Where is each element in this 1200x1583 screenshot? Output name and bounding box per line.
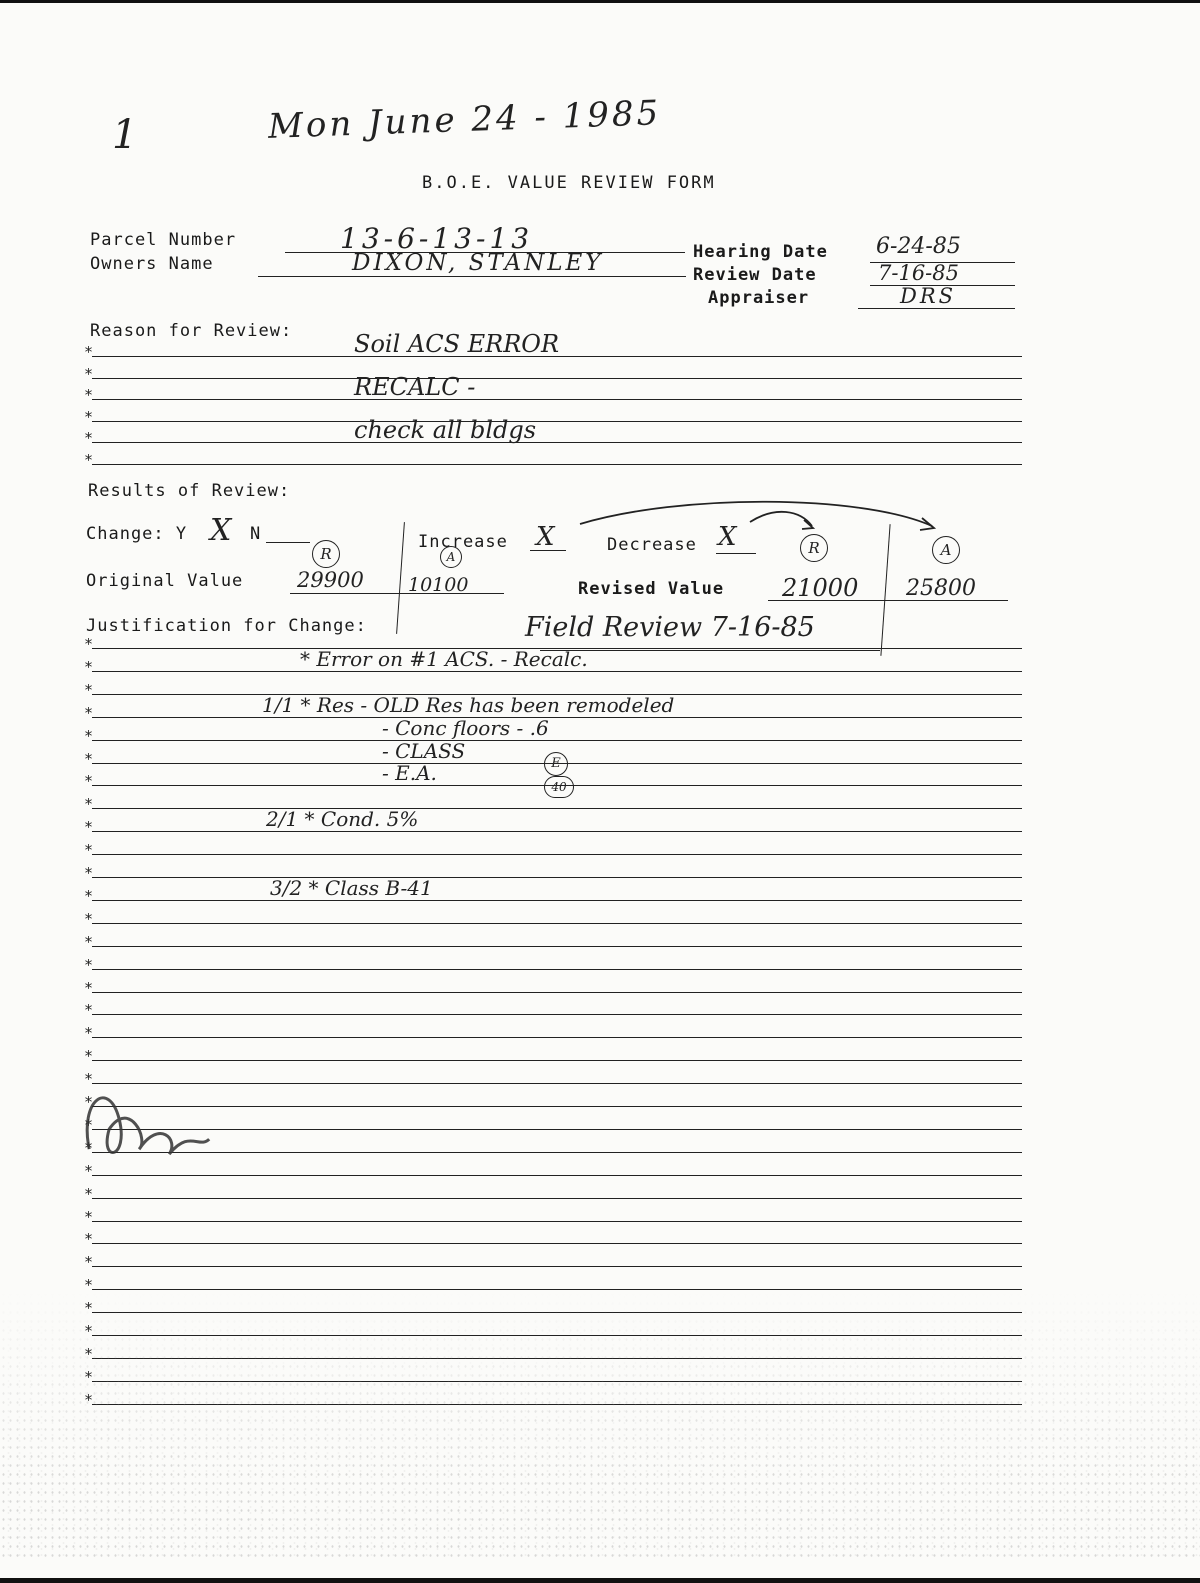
ea-circle: 40 <box>544 776 574 798</box>
change-n-line <box>266 542 310 543</box>
justification-rule <box>92 992 1022 993</box>
justification-line-text: - Conc floors - .6 <box>382 715 549 740</box>
justification-line-text: - E.A. <box>382 761 437 786</box>
circle-r-original: R <box>312 540 340 568</box>
justification-bullet: * <box>84 1115 94 1134</box>
justification-bullet: * <box>84 1390 94 1409</box>
justification-rule <box>92 1014 1022 1015</box>
original-value-r: 29900 <box>297 568 364 592</box>
reason-rule <box>92 378 1022 379</box>
reason-line-text: check all bldgs <box>354 416 537 444</box>
reason-for-review-label: Reason for Review: <box>90 321 293 341</box>
owners-name-line <box>258 276 686 277</box>
justification-bullet: * <box>84 726 94 745</box>
divider-left <box>396 522 405 634</box>
justification-bullet: * <box>84 795 94 814</box>
reason-bullet: * <box>84 386 94 404</box>
bottom-scan-edge <box>0 1578 1200 1583</box>
justification-bullet: * <box>84 1322 94 1340</box>
change-label: Change: Y <box>86 524 188 544</box>
justification-rule <box>92 900 1022 901</box>
reason-bullet: * <box>84 364 94 383</box>
justification-bullet: * <box>84 1253 94 1272</box>
increase-mark: X <box>536 522 555 552</box>
margin-mark: 1 <box>112 112 138 158</box>
parcel-number-value: 13-6-13-13 <box>340 222 534 255</box>
justification-bullet: * <box>84 886 94 905</box>
justification-rule <box>92 969 1022 970</box>
justification-line-text: - CLASS <box>382 738 466 763</box>
justification-bullet: * <box>84 1207 94 1226</box>
revised-value-r: 21000 <box>782 574 859 602</box>
reason-bullet: * <box>84 407 94 426</box>
justification-bullet: * <box>84 1344 94 1363</box>
field-review-note: Field Review 7-16-85 <box>525 612 815 643</box>
review-date-value: 7-16-85 <box>878 261 959 285</box>
justification-line-text: 2/1 * Cond. 5% <box>266 807 419 832</box>
justification-bullet: * <box>84 1047 94 1066</box>
justification-bullet: * <box>84 1184 94 1203</box>
original-value-line <box>290 593 504 594</box>
increase-label: Increase <box>418 532 508 552</box>
justification-rule <box>92 1060 1022 1061</box>
justification-rule <box>92 717 1022 718</box>
reason-rule <box>92 442 1022 443</box>
justification-bullet: * <box>84 1161 94 1180</box>
justification-label: Justification for Change: <box>86 616 367 636</box>
reason-bullet: * <box>84 450 94 469</box>
justification-rule <box>92 740 1022 741</box>
hearing-date-label: Hearing Date <box>693 242 828 262</box>
reason-rule <box>92 464 1022 465</box>
appraiser-line <box>858 308 1015 309</box>
parcel-number-label: Parcel Number <box>90 230 237 250</box>
justification-rule <box>92 831 1022 832</box>
reason-bullet: * <box>84 429 94 447</box>
class-circle: E <box>544 752 568 776</box>
revised-value-label: Revised Value <box>578 579 725 599</box>
justification-bullet: * <box>84 864 94 882</box>
reason-rule <box>92 399 1022 400</box>
appraiser-value: DRS <box>900 284 957 308</box>
review-date-label: Review Date <box>693 265 817 285</box>
justification-bullet: * <box>84 772 94 791</box>
decrease-label: Decrease <box>607 535 697 555</box>
original-value-a: 10100 <box>408 574 469 596</box>
decrease-mark: X <box>718 522 737 552</box>
justification-line-text: 3/2 * Class B-41 <box>270 875 433 900</box>
justification-bullet: * <box>84 932 94 951</box>
justification-rule <box>92 946 1022 947</box>
reason-line-text: RECALC - <box>354 373 476 401</box>
justification-bullet: * <box>84 978 94 997</box>
reason-rule <box>92 421 1022 422</box>
justification-bullet: * <box>84 1093 94 1111</box>
justification-bullet: * <box>84 1230 94 1249</box>
justification-bullet: * <box>84 1299 94 1318</box>
justification-bullet: * <box>84 1001 94 1020</box>
justification-rule <box>92 671 1022 672</box>
justification-bullet: * <box>84 955 94 974</box>
change-mark: X <box>210 513 232 548</box>
justification-bullet: * <box>84 680 94 699</box>
justification-line-text: 1/1 * Res - OLD Res has been remodeled <box>262 692 675 717</box>
top-scan-edge <box>0 0 1200 3</box>
justification-rule <box>92 877 1022 878</box>
circle-a-revised: A <box>932 536 960 564</box>
circle-r-revised: R <box>800 534 828 562</box>
justification-bullet: * <box>84 657 94 676</box>
justification-bullet: * <box>84 1024 94 1043</box>
justification-line-text: * Error on #1 ACS. - Recalc. <box>300 646 588 671</box>
justification-bullet: * <box>84 818 94 837</box>
hearing-date-value: 6-24-85 <box>876 234 961 259</box>
owners-name-value: DIXON, STANLEY <box>352 250 604 276</box>
revised-value-a: 25800 <box>906 576 976 601</box>
change-n-label: N <box>250 524 262 544</box>
justification-bullet: * <box>84 841 94 860</box>
justification-bullet: * <box>84 703 94 722</box>
justification-rule <box>92 1037 1022 1038</box>
justification-bullet: * <box>84 749 94 768</box>
justification-bullet: * <box>84 1070 94 1089</box>
justification-rule <box>92 808 1022 809</box>
justification-bullet: * <box>84 1367 94 1386</box>
header-date-note: Mon June 24 - 1985 <box>267 93 662 147</box>
form-title: B.O.E. VALUE REVIEW FORM <box>422 173 716 193</box>
justification-rule <box>92 923 1022 924</box>
justification-bullet: * <box>84 909 94 928</box>
results-of-review-label: Results of Review: <box>88 481 291 501</box>
justification-bullet: * <box>84 1138 94 1157</box>
original-value-label: Original Value <box>86 571 244 591</box>
circle-a-original: A <box>440 546 462 568</box>
arrow-annotations <box>560 496 980 566</box>
reason-line-text: Soil ACS ERROR <box>354 330 560 358</box>
justification-rule <box>92 1175 1022 1176</box>
appraiser-label: Appraiser <box>708 288 810 308</box>
field-review-underline <box>540 650 880 651</box>
justification-rule <box>92 854 1022 855</box>
justification-bullet: * <box>84 635 94 653</box>
reason-bullet: * <box>84 343 94 361</box>
justification-bullet: * <box>84 1276 94 1295</box>
owners-name-label: Owners Name <box>90 254 214 274</box>
